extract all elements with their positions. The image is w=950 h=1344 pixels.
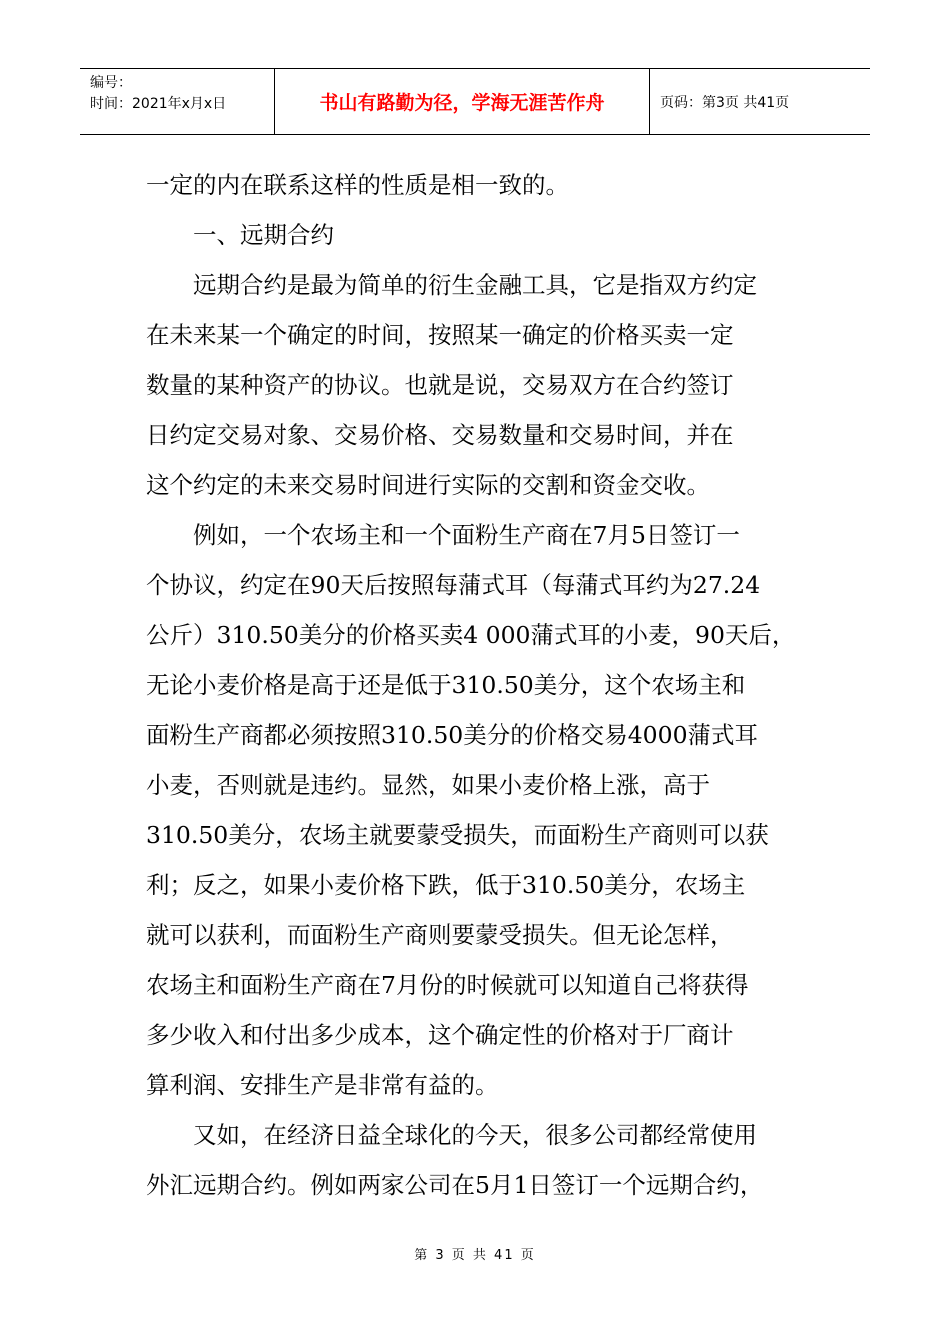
body-line: 算利润、安排生产是非常有益的。 [146,1071,499,1099]
body-line: 又如，在经济日益全球化的今天，很多公司都经常使用 [146,1121,757,1149]
document-date-label: 时间：2021年x月x日 [90,96,227,112]
page-footer: 第 3 页 共 41 页 [414,1248,536,1263]
header-meta-cell [80,69,275,134]
body-line: 数量的某种资产的协议。也就是说，交易双方在合约签订 [146,371,734,399]
header-motto: 书山有路勤为径，学海无涯苦作舟 [275,69,650,134]
document-number-label: 编号： [90,75,132,91]
header-page-info: 页码：第3页 共41页 [660,94,790,111]
body-line: 远期合约是最为简单的衍生金融工具，它是指双方约定 [146,271,757,299]
body-line: 就可以获利，而面粉生产商则要蒙受损失。但无论怎样， [146,921,734,949]
body-line: 面粉生产商都必须按照310.50美分的价格交易4000蒲式耳 [146,721,759,749]
body-line: 无论小麦价格是高于还是低于310.50美分，这个农场主和 [146,671,746,699]
body-line: 一定的内在联系这样的性质是相一致的。 [146,171,569,199]
body-line: 日约定交易对象、交易价格、交易数量和交易时间，并在 [146,421,734,449]
body-line: 外汇远期合约。例如两家公司在5月1日签订一个远期合约， [146,1171,764,1199]
document-body [146,160,811,1210]
body-line: 310.50美分，农场主就要蒙受损失，而面粉生产商则可以获 [146,821,769,849]
body-line: 个协议，约定在90天后按照每蒲式耳（每蒲式耳约为27.24 [146,571,761,599]
body-line: 小麦，否则就是违约。显然，如果小麦价格上涨，高于 [146,771,710,799]
body-line: 在未来某一个确定的时间，按照某一确定的价格买卖一定 [146,321,734,349]
body-line: 农场主和面粉生产商在7月份的时候就可以知道自己将获得 [146,971,749,999]
body-line: 公斤）310.50美分的价格买卖4 000蒲式耳的小麦，90天后， [146,621,796,649]
body-line: 一、远期合约 [146,221,334,249]
page-header [80,68,870,135]
body-line: 这个约定的未来交易时间进行实际的交割和资金交收。 [146,471,710,499]
body-line: 多少收入和付出多少成本，这个确定性的价格对于厂商计 [146,1021,734,1049]
body-line: 例如，一个农场主和一个面粉生产商在7月5日签订一 [146,521,740,549]
body-line: 利；反之，如果小麦价格下跌，低于310.50美分，农场主 [146,871,746,899]
